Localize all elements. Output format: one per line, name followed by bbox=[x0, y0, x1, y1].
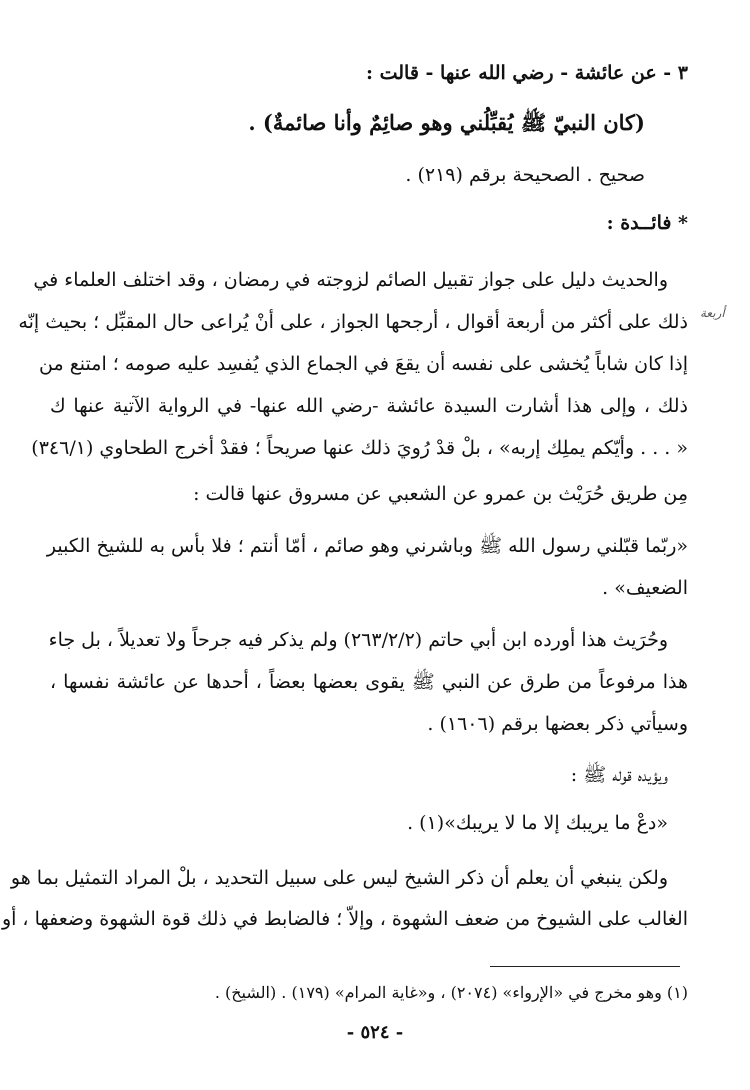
body-line: والحديث دليل على جواز تقبيل الصائم لزوجته في رمضان ، وقد اختلف العلماء في bbox=[33, 269, 668, 291]
grading-line: صحيح . الصحيحة برقم (٢١٩) . bbox=[405, 164, 645, 186]
body-line: مِن طريق حُرَيْث بن عمرو عن الشعبي عن مسروق عنها قالت : bbox=[193, 483, 688, 505]
body-line: ذلك ، وإلى هذا أشارت السيدة عائشة -رضي الله عنها- في الرواية الآتية عنها ك bbox=[50, 395, 688, 417]
faida-heading: * فائــدة : bbox=[606, 212, 688, 234]
page-number: - ٥٢٤ - bbox=[346, 1022, 404, 1043]
body-line: ويؤيده قوله ﷺ : bbox=[570, 764, 668, 786]
hadith-quote: «دعْ ما يريبك إلا ما لا يريبك»(١) . bbox=[407, 812, 668, 834]
body-line: ذلك على أكثر من أربعة أقوال ، أرجحها الجواز ، على أنْ يُراعى حال المقبِّل ؛ بحيث إنّه bbox=[18, 311, 688, 333]
body-line: وسيأتي ذكر بعضها برقم (١٦٠٦) . bbox=[427, 713, 688, 735]
body-line: ولكن ينبغي أن يعلم أن ذكر الشيخ ليس على سبيل التحديد ، بلْ المراد التمثيل بما هو bbox=[10, 867, 668, 889]
hadith-text: (كان النبيّ ﷺ يُقبِّلُني وهو صائِمٌ وأنا صائمةٌ) . bbox=[248, 110, 645, 135]
footnote-divider bbox=[490, 966, 680, 967]
hadith-heading: ٣ - عن عائشة - رضي الله عنها - قالت : bbox=[365, 62, 688, 84]
footnote: (١) وهو مخرج في «الإرواء» (٢٠٧٤) ، و«غاية المرام» (١٧٩) . (الشيخ) . bbox=[214, 983, 688, 1002]
body-line: وحُرَيث هذا أورده ابن أبي حاتم (٢٦٣/٢/٢) ولم يذكر فيه جرحاً ولا تعديلاً ، بل جاء bbox=[48, 629, 668, 651]
body-line: الغالب على الشيوخ من ضعف الشهوة ، وإلاّ ؛ فالضابط في ذلك قوة الشهوة وضعفها ، أو bbox=[1, 908, 688, 930]
body-line: « . . . وأيّكم يملِك إربه» ، بلْ قدْ رُويَ ذلك عنها صريحاً ؛ فقدْ أخرج الطحاوي (٣٤٦/١) bbox=[31, 437, 688, 459]
handwritten-margin-note: أربعة bbox=[700, 306, 725, 320]
body-line: إذا كان شاباً يُخشى على نفسه أن يقعَ في الجماع الذي يُفسِد عليه صومه ؛ امتنع من bbox=[39, 353, 688, 375]
body-line: هذا مرفوعاً من طرق عن النبي ﷺ يقوى بعضها بعضاً ، أحدها عن عائشة نفسها ، bbox=[50, 671, 688, 693]
quote-line: «ربّما قبّلني رسول الله ﷺ وباشرني وهو صائم ، أمّا أنتم ؛ فلا بأس به للشيخ الكبير bbox=[46, 535, 688, 557]
quote-line: الضعيف» . bbox=[602, 577, 688, 599]
